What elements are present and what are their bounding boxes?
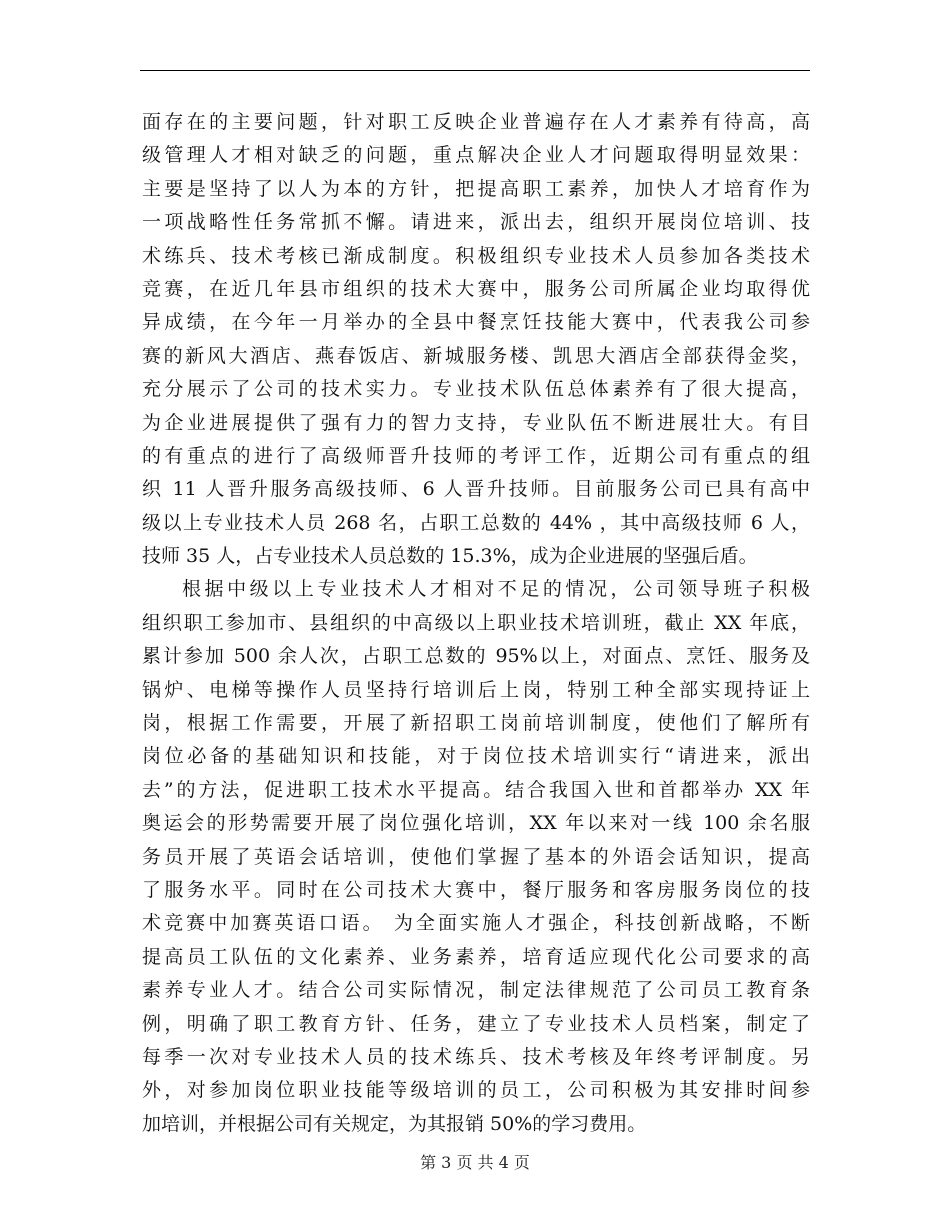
text-line: 术竞赛中加赛英语口语。 为全面实施人才强企，科技创新战略，不断 <box>142 912 810 935</box>
page-number-footer: 第 3 页 共 4 页 <box>420 1153 530 1172</box>
text-line: 术练兵、技术考核已渐成制度。积极组织专业技术人员参加各类技术 <box>142 244 810 267</box>
text-line: 岗位必备的基础知识和技能，对于岗位技术培训实行“请进来，派出 <box>142 745 810 768</box>
text-line: 一项战略性任务常抓不懈。请进来，派出去，组织开展岗位培训、技 <box>142 211 810 234</box>
text-line: 级以上专业技术人员 268 名，占职工总数的 44% ，其中高级技师 6 人， <box>142 511 810 534</box>
text-line: 主要是坚持了以人为本的方针，把提高职工素养，加快人才培育作为 <box>142 177 810 200</box>
text-line: 奥运会的形势需要开展了岗位强化培训，XX 年以来对一线 100 余名服 <box>142 812 810 835</box>
text-line: 异成绩，在今年一月举办的全县中餐烹饪技能大赛中，代表我公司参 <box>142 311 810 334</box>
body-text <box>142 106 810 1141</box>
text-line: 例，明确了职工教育方针、任务，建立了专业技术人员档案，制定了 <box>142 1012 810 1035</box>
text-line: 组织职工参加市、县组织的中高级以上职业技术培训班，截止 XX 年底， <box>142 611 810 634</box>
text-line: 务员开展了英语会话培训，使他们掌握了基本的外语会话知识，提高 <box>142 845 810 868</box>
text-line: 竞赛，在近几年县市组织的技术大赛中，服务公司所属企业均取得优 <box>142 277 810 300</box>
text-line: 素养专业人才。结合公司实际情况，制定法律规范了公司员工教育条 <box>142 979 810 1002</box>
text-line: 每季一次对专业技术人员的技术练兵、技术考核及年终考评制度。另 <box>142 1045 810 1068</box>
text-line: 技师 35 人，占专业技术人员总数的 15.3%，成为企业进展的坚强后盾。 <box>142 545 758 568</box>
text-line: 赛的新风大酒店、燕春饭店、新城服务楼、凯思大酒店全部获得金奖， <box>142 344 810 367</box>
text-line: 了服务水平。同时在公司技术大赛中，餐厅服务和客房服务岗位的技 <box>142 878 810 901</box>
text-line: 锅炉、电梯等操作人员坚持行培训后上岗，特别工种全部实现持证上 <box>142 678 810 701</box>
text-line: 级管理人才相对缺乏的问题，重点解决企业人才问题取得明显效果： <box>142 144 810 167</box>
text-line: 岗，根据工作需要，开展了新招职工岗前培训制度，使他们了解所有 <box>142 712 810 735</box>
text-line: 为企业进展提供了强有力的智力支持，专业队伍不断进展壮大。有目 <box>142 411 810 434</box>
text-line: 累计参加 500 余人次，占职工总数的 95%以上，对面点、烹饪、服务及 <box>142 645 810 668</box>
text-line: 面存在的主要问题，针对职工反映企业普遍存在人才素养有待高，高 <box>142 111 810 133</box>
text-line: 的有重点的进行了高级师晋升技师的考评工作，近期公司有重点的组 <box>142 444 810 467</box>
text-line: 去”的方法，促进职工技术水平提高。结合我国入世和首都举办 XX 年 <box>142 778 810 801</box>
paragraph-first-line: 根据中级以上专业技术人才相对不足的情况，公司领导班子积极 <box>182 578 810 601</box>
text-line: 织 11 人晋升服务高级技师、6 人晋升技师。目前服务公司已具有高中 <box>142 478 810 501</box>
text-line: 提高员工队伍的文化素养、业务素养，培育适应现代化公司要求的高 <box>142 945 810 968</box>
header-rule <box>140 70 810 71</box>
text-line: 外，对参加岗位职业技能等级培训的员工，公司积极为其安排时间参 <box>142 1079 810 1102</box>
text-line: 充分展示了公司的技术实力。专业技术队伍总体素养有了很大提高， <box>142 378 810 401</box>
text-line: 加培训，并根据公司有关规定，为其报销 50%的学习费用。 <box>142 1112 647 1135</box>
